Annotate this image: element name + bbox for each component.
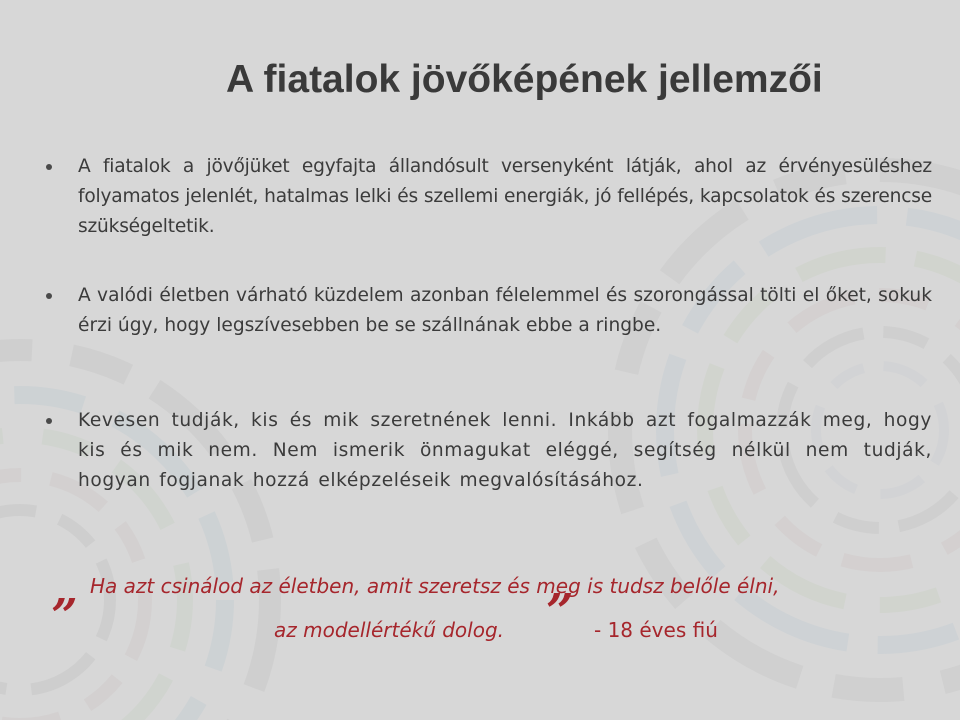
slide-title: A fiatalok jövőképének jellemzői	[226, 58, 823, 101]
quote-line-1: Ha azt csinálod az életben, amit szeretsz és meg is tudsz belőle élni,	[90, 574, 780, 598]
quote-line-2: az modellértékű dolog.	[274, 618, 505, 642]
bullet-dot-icon	[46, 164, 52, 170]
bullet-text: A fiatalok a jövőjüket egyfajta állandósult versenyként látják, ahol az érvényesüléshez folyamatos jelenlét, hatalmas lelki és szellemi energiák, jó fellépés, kapcsolatok és szerencse szükségeltetik.	[78, 156, 932, 237]
close-quote-mark: ”	[546, 584, 574, 640]
open-quote-mark: „	[52, 562, 79, 616]
quote-author: - 18 éves fiú	[594, 618, 718, 642]
bullet-item	[78, 281, 932, 341]
bullet-text: Kevesen tudják, kis és mik szeretnének lenni. Inkább azt fogalmazzák meg, hogy kis és mik nem. Nem ismerik önmagukat eléggé, segítség nélkül nem tudják, hogyan fogjanak hozzá elképzeléseik megvalósításához.	[78, 410, 932, 491]
bullet-text: A valódi életben várható küzdelem azonban félelemmel és szorongással tölti el őket, sokuk érzi úgy, hogy legszívesebben be se szállnának ebbe a ringbe.	[78, 285, 932, 336]
bullet-item	[78, 406, 932, 496]
bullet-dot-icon	[46, 418, 52, 424]
bullet-dot-icon	[46, 293, 52, 299]
bullet-item	[78, 152, 932, 242]
